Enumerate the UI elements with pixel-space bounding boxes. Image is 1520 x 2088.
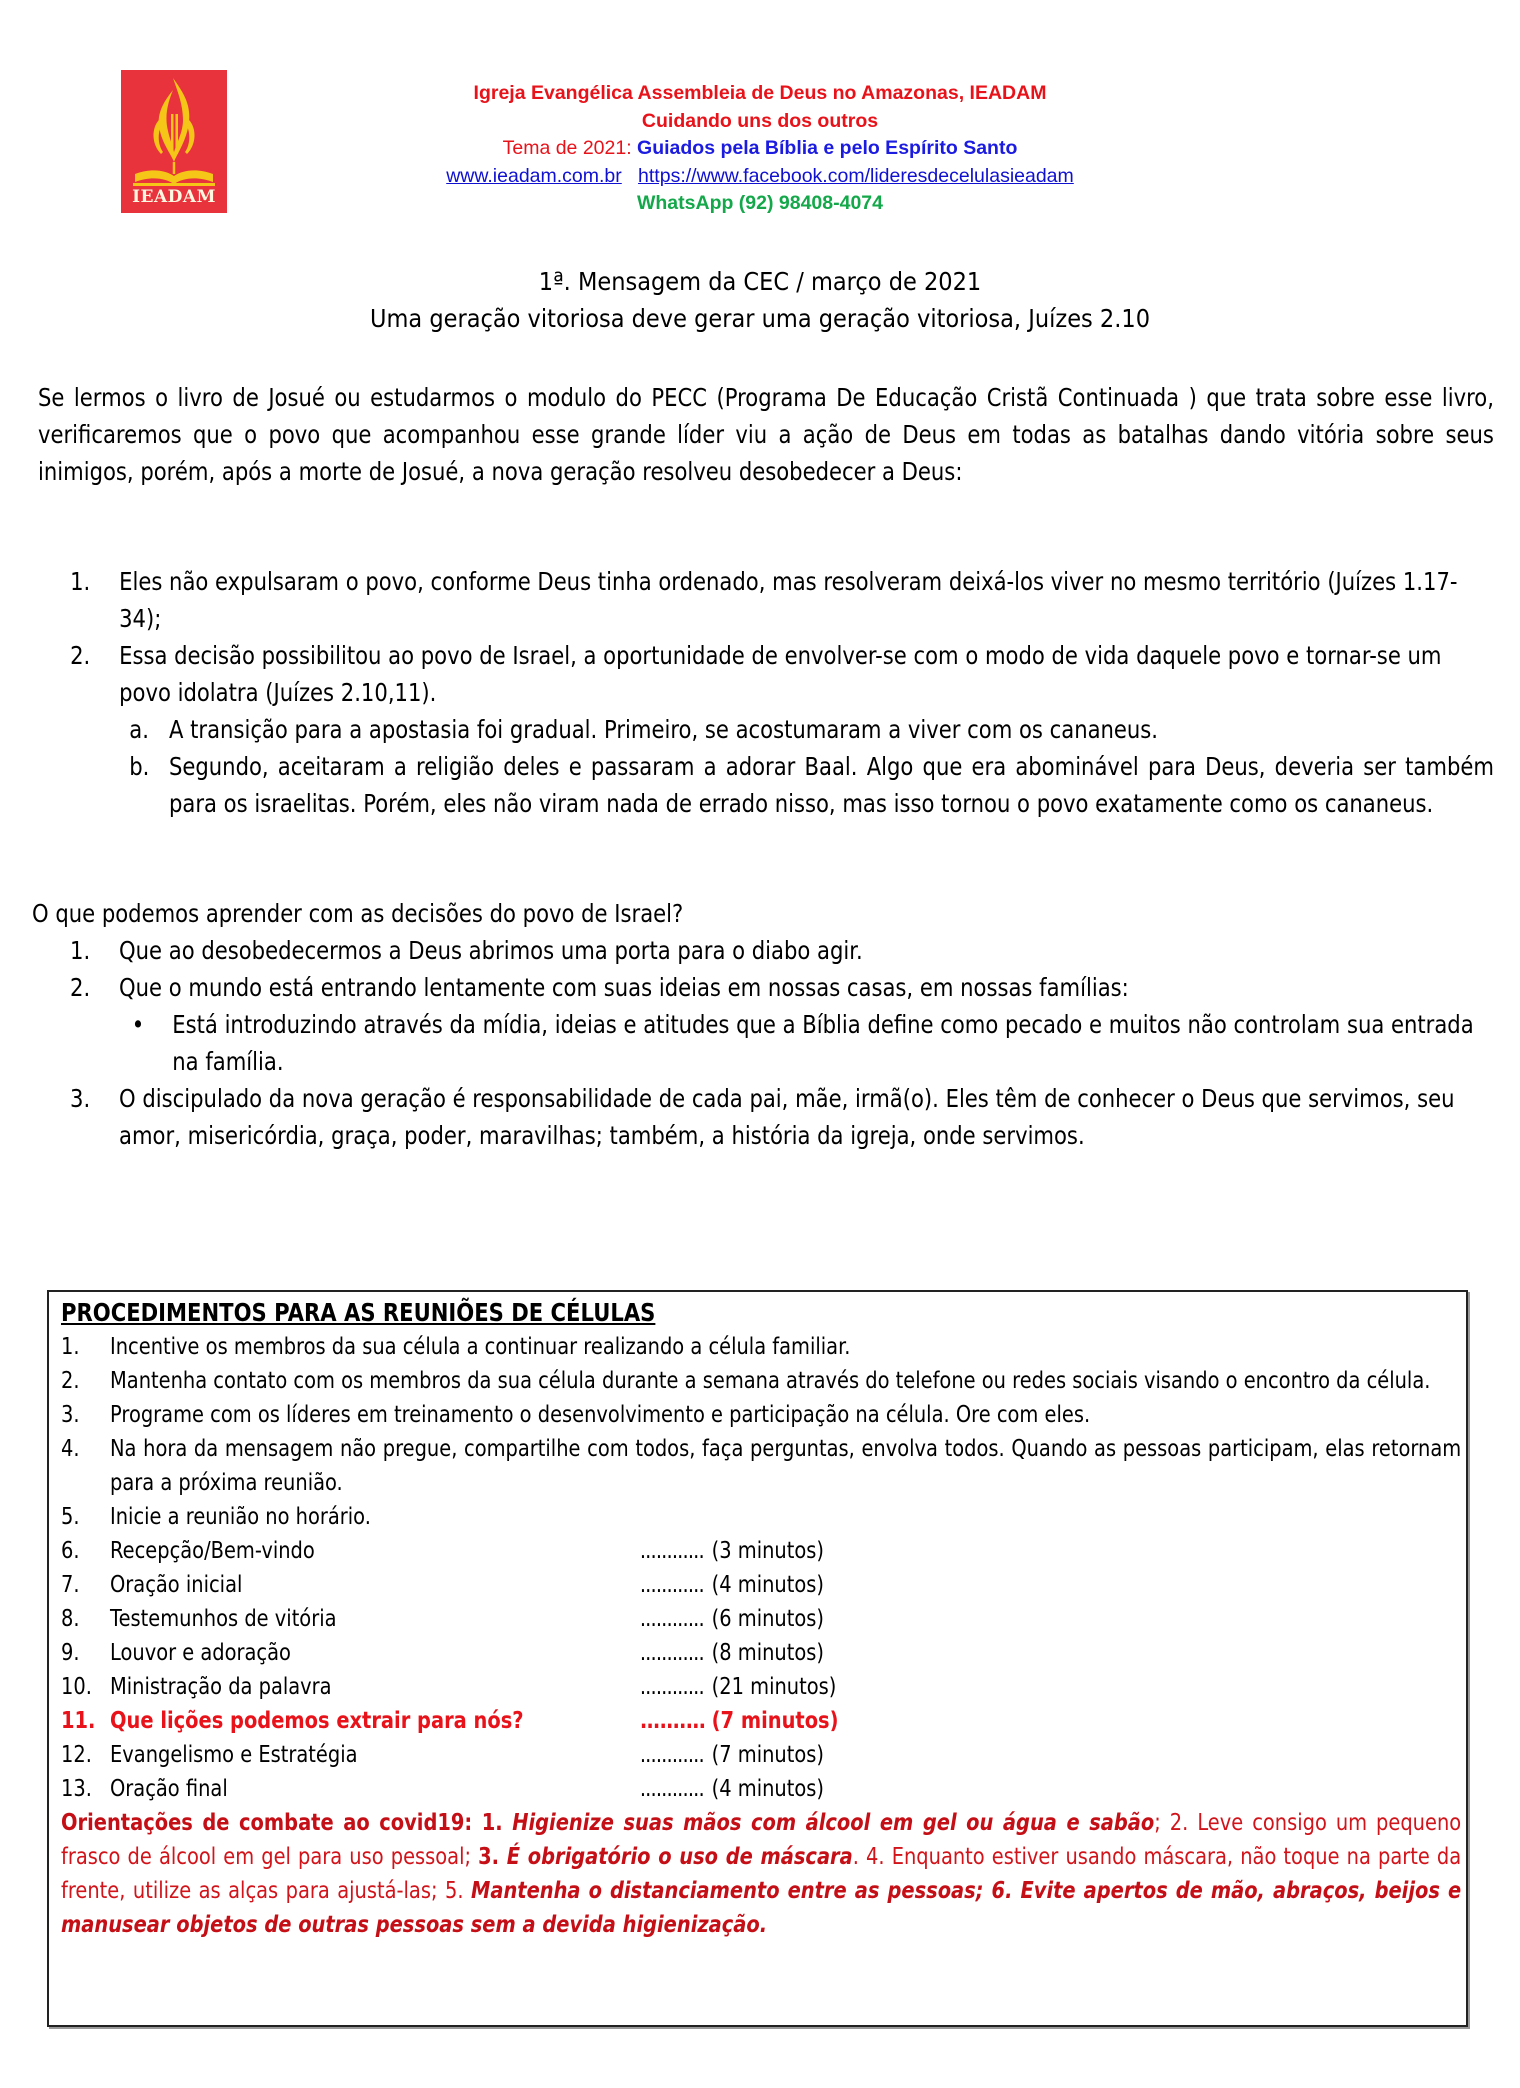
sublist-item-text: A transição para a apostasia foi gradual. Primeiro, se acostumaram a viver com os cananeus. (168, 715, 1159, 744)
intro-text: Se lermos o livro de Josué ou estudarmos o modulo do PECC (Programa De Educação Cristã Continuada ) que trata sobre esse livro, verificaremos que o povo que acompanhou esse grande líder viu a ação de Deus em todas as batalhas dando vitória sobre seus inimigos, porém, após a morte de Josué, a nova geração resolveu desobedecer a Deus: (38, 383, 1494, 486)
step-text: Mantenha contato com os membros da sua célula durante a semana através do telefone ou redes sociais visando o encontro da célula. (110, 1368, 1431, 1394)
schedule-activity: Oração inicial (110, 1572, 243, 1598)
list-item-text: Que ao desobedecermos a Deus abrimos uma porta para o diabo agir. (119, 936, 863, 965)
schedule-activity: Oração final (110, 1776, 228, 1802)
schedule-duration: (8 minutos) (711, 1640, 824, 1666)
theme-line (330, 135, 1190, 163)
leader-dots: ............ (639, 1538, 704, 1564)
bullet-icon: • (131, 1010, 145, 1039)
bullet-item-text: Está introduzindo através da mídia, ideias e atitudes que a Bíblia define como pecado e muitos não controlam sua entrada na família. (172, 1010, 1474, 1076)
sublist-item (38, 748, 1494, 822)
covid-item-1: Higienize suas mãos com álcool em gel ou água e sabão (512, 1810, 1155, 1836)
procedure-step (61, 1500, 1461, 1534)
list-item-text: Que o mundo está entrando lentamente com suas ideias em nossas casas, em nossas famílias: (119, 973, 1129, 1002)
schedule-duration: (3 minutos) (711, 1538, 824, 1564)
step-text: Incentive os membros da sua célula a continuar realizando a célula familiar. (110, 1334, 851, 1360)
list-number: 1. (70, 567, 91, 596)
list-item (32, 969, 1488, 1006)
list-item (38, 563, 1494, 637)
step-number: 4. (61, 1436, 80, 1462)
covid-item-2: ; 2. Leve consigo um pequeno frasco de álcool em gel para uso pessoal; (61, 1810, 1462, 1870)
schedule-number: 12. (61, 1742, 92, 1768)
schedule-duration: (7 minutos) (711, 1742, 824, 1768)
schedule-row (61, 1636, 1461, 1670)
schedule-duration: (7 minutos) (711, 1708, 839, 1734)
step-number: 2. (61, 1368, 80, 1394)
schedule-activity: Louvor e adoração (110, 1640, 291, 1666)
lessons-question: O que podemos aprender com as decisões do povo de Israel? (32, 899, 684, 928)
website-link[interactable]: www.ieadam.com.br (446, 164, 622, 187)
logo-text: IEADAM (132, 187, 216, 207)
list-item (38, 637, 1494, 711)
whatsapp-contact: WhatsApp (92) 98408-4074 (636, 192, 884, 214)
schedule-number: 6. (61, 1538, 80, 1564)
schedule-number: 10. (61, 1674, 92, 1700)
sublist-letter: a. (129, 715, 149, 744)
church-motto: Cuidando uns dos outros (641, 109, 879, 132)
step-number: 1. (61, 1334, 80, 1360)
step-text: Inicie a reunião no horário. (110, 1504, 371, 1530)
title-line-2: Uma geração vitoriosa deve gerar uma geração vitoriosa, Juízes 2.10 (369, 304, 1151, 333)
facebook-link[interactable]: https://www.facebook.com/lideresdecelulasieadam (638, 164, 1074, 187)
intro-paragraph (38, 379, 1494, 490)
list-number: 2. (70, 641, 91, 670)
list-number: 3. (70, 1084, 91, 1113)
theme-text: Guiados pela Bíblia e pelo Espírito Santo (637, 137, 1018, 159)
schedule-duration: (6 minutos) (711, 1606, 824, 1632)
schedule-activity: Ministração da palavra (110, 1674, 332, 1700)
procedure-step (61, 1432, 1461, 1500)
step-text: Na hora da mensagem não pregue, compartilhe com todos, faça perguntas, envolva todos. Quando as pessoas participam, elas retornam para a próxima reunião. (110, 1436, 1462, 1496)
bullet-item (32, 1006, 1488, 1080)
step-number: 5. (61, 1504, 80, 1530)
schedule-number: 8. (61, 1606, 80, 1632)
lessons-section (32, 895, 1488, 1154)
consequences-list (38, 563, 1494, 822)
covid-item-3: É obrigatório o uso de máscara (506, 1844, 853, 1870)
schedule-activity: Que lições podemos extrair para nós? (110, 1708, 524, 1734)
covid-guidelines (61, 1806, 1461, 1942)
leader-dots: ............ (639, 1674, 704, 1700)
leader-dots: ............ (639, 1606, 704, 1632)
list-item-text: Essa decisão possibilitou ao povo de Israel, a oportunidade de envolver-se com o modo de vida daquele povo e tornar-se um povo idolatra (Juízes 2.10,11). (119, 641, 1442, 707)
leader-dots: ............ (639, 1572, 704, 1598)
links-line (330, 163, 1190, 191)
sublist-letter: b. (129, 752, 150, 781)
schedule-row (61, 1568, 1461, 1602)
covid-item-5-6: Mantenha o distanciamento entre as pessoas; 6. Evite apertos de mão, abraços, beijos e manusear objetos de outras pessoas sem a devida higienização. (61, 1878, 1462, 1938)
list-item (32, 1080, 1488, 1154)
list-item-text: Eles não expulsaram o povo, conforme Deus tinha ordenado, mas resolveram deixá-los viver no mesmo território (Juízes 1.17-34); (119, 567, 1458, 633)
procedure-step (61, 1398, 1461, 1432)
message-title (76, 263, 1444, 337)
procedures-box (47, 1290, 1468, 2027)
schedule-duration: (4 minutos) (711, 1572, 824, 1598)
procedures-title: PROCEDIMENTOS PARA AS REUNIÕES DE CÉLULAS (61, 1298, 656, 1327)
sublist-item (38, 711, 1494, 748)
schedule-row (61, 1738, 1461, 1772)
list-item-text: O discipulado da nova geração é responsabilidade de cada pai, mãe, irmã(o). Eles têm de conhecer o Deus que servimos, seu amor, misericórdia, graça, poder, maravilhas; também, a história da igreja, onde servimos. (119, 1084, 1455, 1150)
step-text: Programe com os líderes em treinamento o desenvolvimento e participação na célula. Ore com eles. (110, 1402, 1091, 1428)
schedule-row (61, 1704, 1461, 1738)
schedule-activity: Evangelismo e Estratégia (110, 1742, 358, 1768)
list-item (32, 932, 1488, 969)
schedule-duration: (21 minutos) (711, 1674, 837, 1700)
covid-lead: Orientações de combate ao covid19: 1. (61, 1810, 513, 1836)
schedule-number: 9. (61, 1640, 80, 1666)
schedule-row (61, 1534, 1461, 1568)
schedule-activity: Testemunhos de vitória (110, 1606, 337, 1632)
schedule-number: 7. (61, 1572, 80, 1598)
leader-dots: .......... (639, 1708, 706, 1734)
schedule-row (61, 1772, 1461, 1806)
procedure-step (61, 1330, 1461, 1364)
sublist-item-text: Segundo, aceitaram a religião deles e passaram a adorar Baal. Algo que era abominável para Deus, deveria ser também para os israelitas. Porém, eles não viram nada de errado nisso, mas isso tornou o povo exatamente como os cananeus. (168, 752, 1494, 818)
schedule-number: 13. (61, 1776, 92, 1802)
leader-dots: ............ (639, 1640, 704, 1666)
church-name: Igreja Evangélica Assembleia de Deus no Amazonas, IEADAM (473, 82, 1047, 104)
covid-item-3-number: 3. (478, 1844, 507, 1870)
schedule-number: 11. (61, 1708, 96, 1734)
leader-dots: ............ (639, 1776, 704, 1802)
procedure-step (61, 1364, 1461, 1398)
schedule-duration: (4 minutos) (711, 1776, 824, 1802)
church-header (330, 80, 1190, 218)
meeting-schedule (61, 1534, 1461, 1806)
leader-dots: ............ (639, 1742, 704, 1768)
list-number: 2. (70, 973, 91, 1002)
step-number: 3. (61, 1402, 80, 1428)
schedule-activity: Recepção/Bem-vindo (110, 1538, 315, 1564)
covid-item-4: . 4. Enquanto estiver usando máscara, não toque na parte da frente, utilize as alças para ajustá-las; 5. (61, 1844, 1462, 1904)
ieadam-logo (121, 70, 227, 213)
list-number: 1. (70, 936, 91, 965)
schedule-row (61, 1670, 1461, 1704)
theme-prefix: Tema de 2021: (502, 137, 638, 159)
title-line-1: 1ª. Mensagem da CEC / março de 2021 (538, 267, 982, 296)
schedule-row (61, 1602, 1461, 1636)
